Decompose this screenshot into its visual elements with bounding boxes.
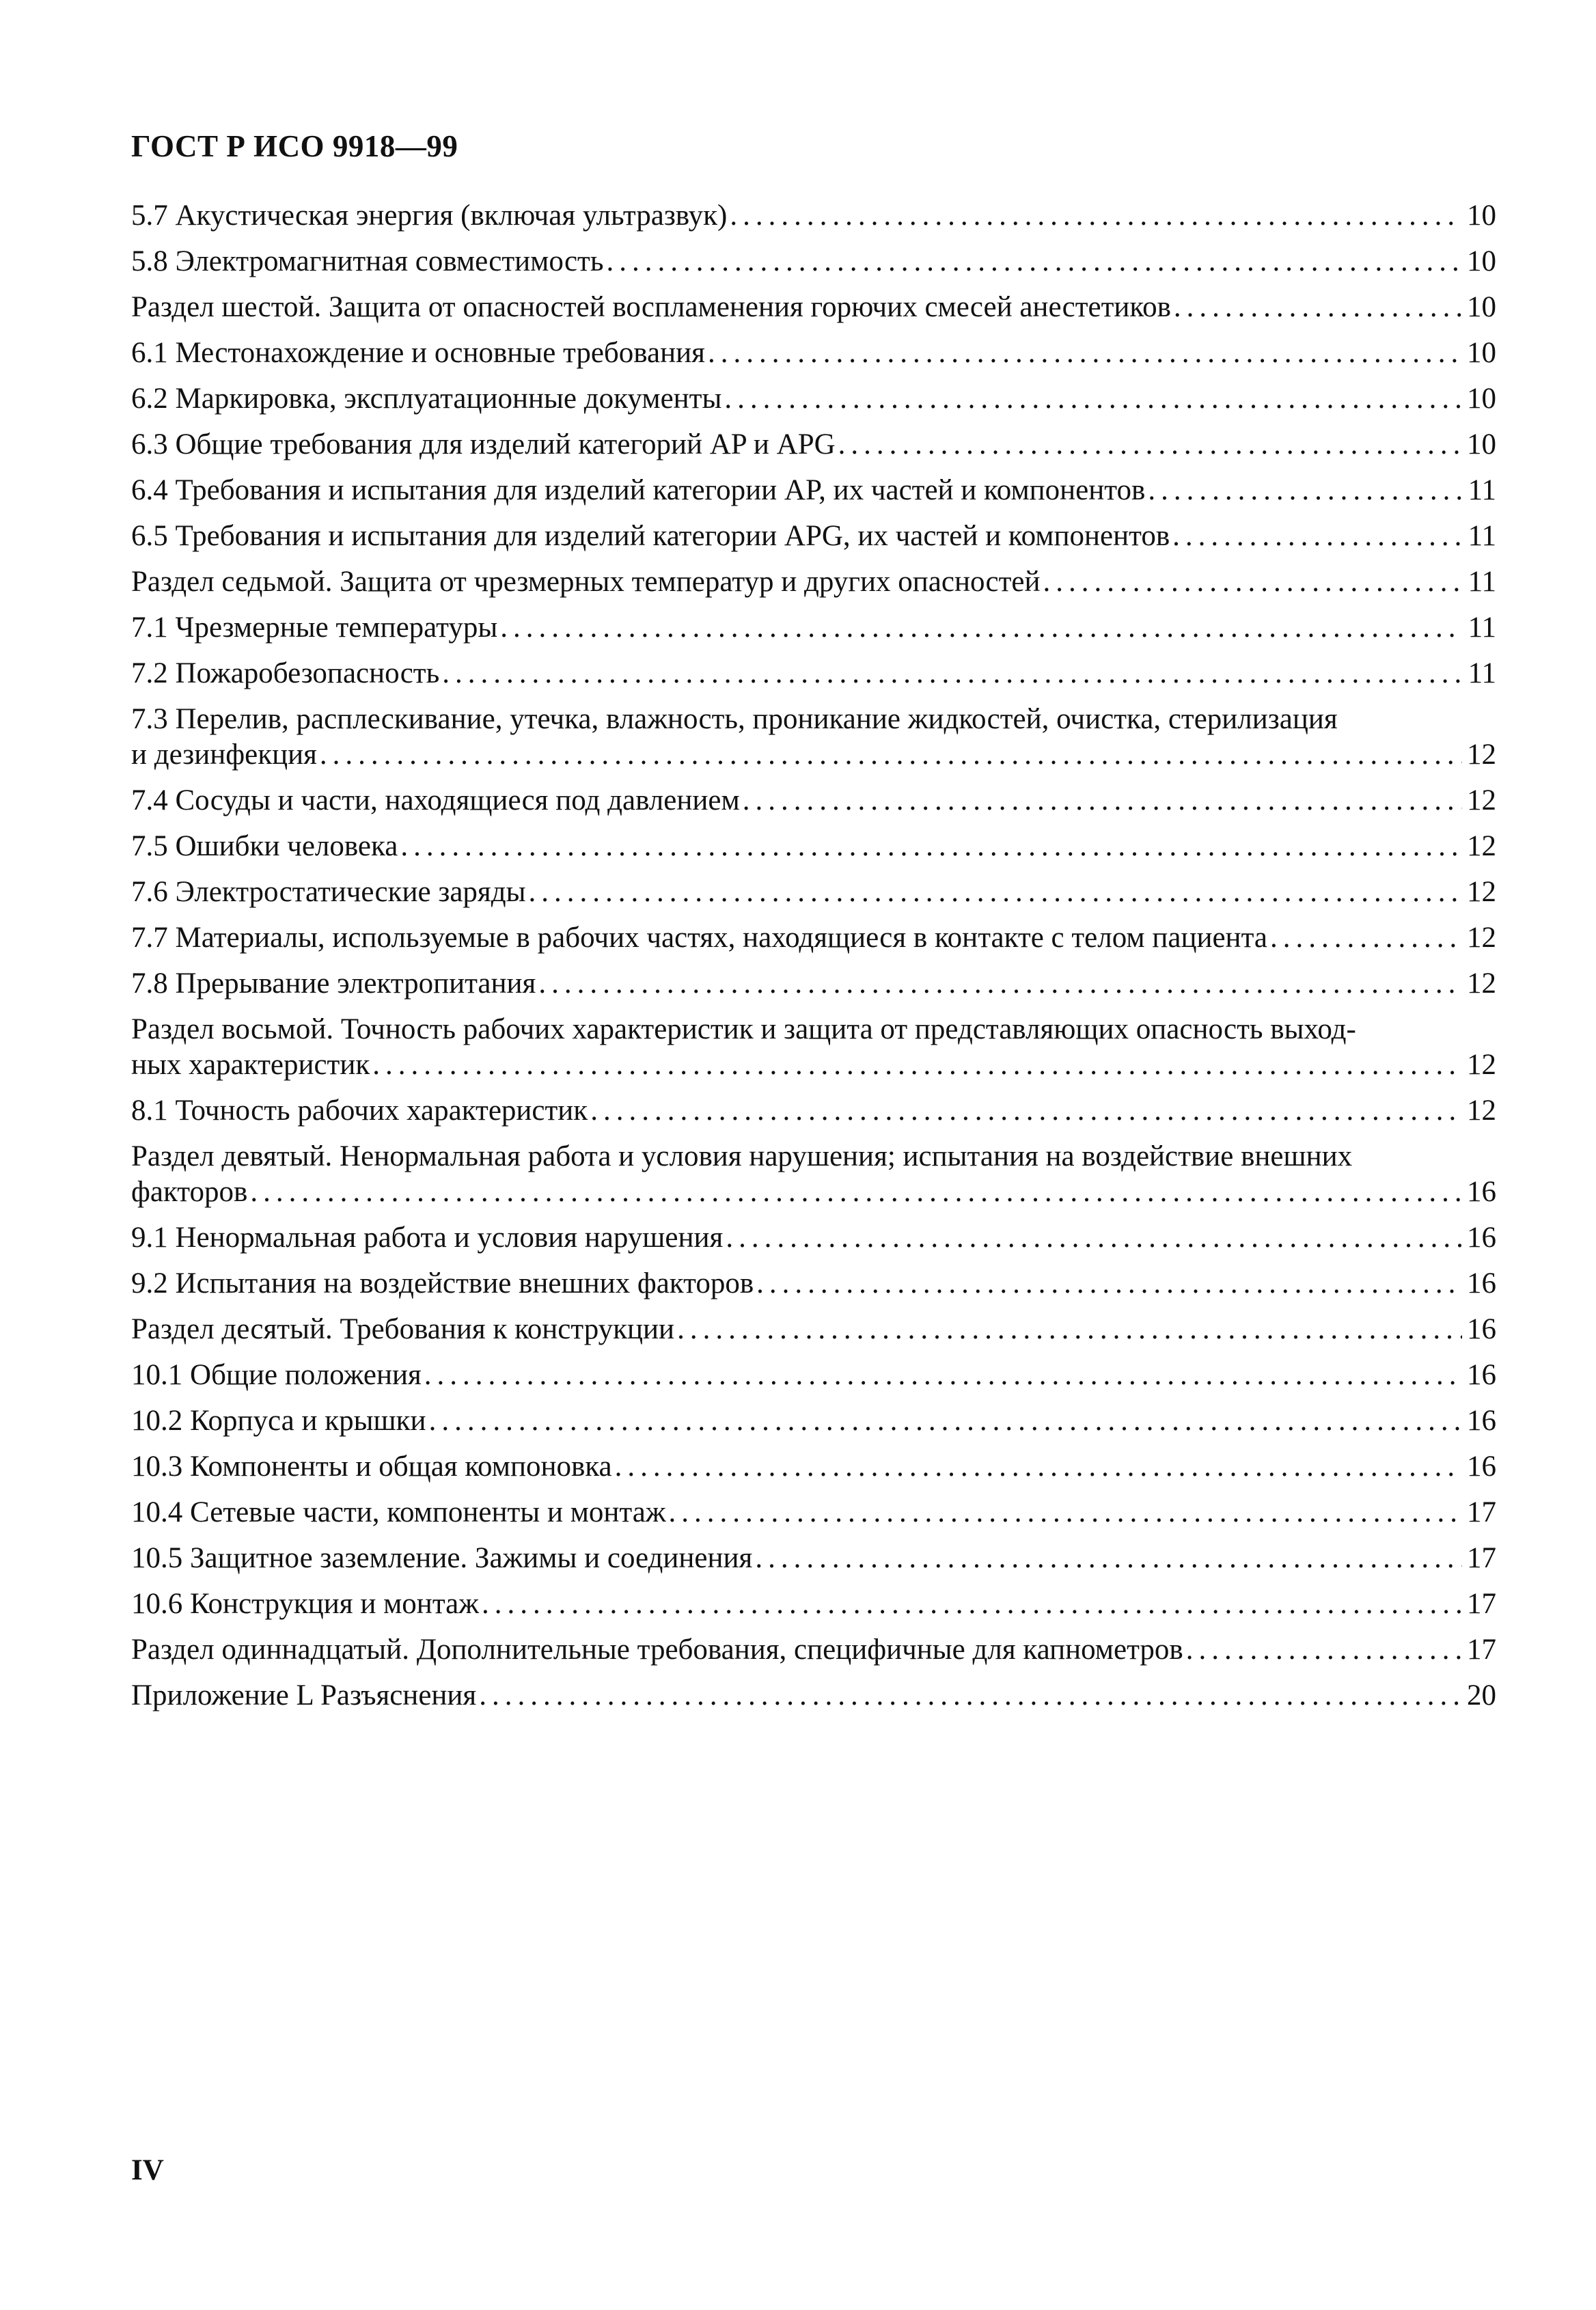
toc-entry bbox=[131, 1139, 1496, 1210]
toc-entry-page: 20 bbox=[1467, 1679, 1496, 1711]
leader-dots bbox=[442, 656, 1462, 691]
toc-entry bbox=[131, 610, 1496, 646]
leader-dots bbox=[479, 1678, 1462, 1714]
toc-entry-page: 11 bbox=[1468, 657, 1496, 689]
toc-entry-page: 10 bbox=[1467, 337, 1496, 369]
toc-entry-title: 10.2 Корпуса и крышки bbox=[131, 1405, 426, 1437]
leader-dots bbox=[1270, 920, 1462, 956]
toc-entry-title: 7.1 Чрезмерные температуры bbox=[131, 611, 498, 644]
page-number: IV bbox=[131, 2154, 164, 2186]
leader-dots bbox=[1043, 564, 1462, 600]
leader-dots bbox=[500, 610, 1462, 646]
leader-dots bbox=[756, 1266, 1462, 1302]
toc-entry-title: 9.2 Испытания на воздействие внешних факторов bbox=[131, 1267, 754, 1300]
leader-dots bbox=[730, 198, 1462, 234]
toc-entry-title: факторов bbox=[131, 1176, 248, 1208]
toc-entry-title: 7.6 Электростатические заряды bbox=[131, 876, 526, 908]
leader-dots bbox=[429, 1403, 1462, 1439]
leader-dots bbox=[590, 1093, 1462, 1129]
toc-entry bbox=[131, 290, 1496, 325]
toc-entry-title: 6.1 Местонахождение и основные требования bbox=[131, 337, 705, 369]
toc-entry-title: 10.5 Защитное заземление. Зажимы и соединения bbox=[131, 1542, 753, 1574]
leader-dots bbox=[372, 1047, 1462, 1083]
toc-entry bbox=[131, 1541, 1496, 1576]
leader-dots bbox=[1174, 290, 1462, 325]
toc-entry bbox=[131, 564, 1496, 600]
toc-entry-title: 10.1 Общие положения bbox=[131, 1359, 422, 1391]
toc-entry-title: Приложение L Разъяснения bbox=[131, 1679, 477, 1711]
leader-dots bbox=[1172, 519, 1462, 554]
document-header: ГОСТ Р ИСО 9918—99 bbox=[131, 129, 458, 163]
leader-dots bbox=[528, 875, 1462, 910]
toc-entry-title-first-line: 7.3 Перелив, расплескивание, утечка, влажность, проникание жидкостей, очистка, стерилизация bbox=[131, 703, 1338, 735]
leader-dots bbox=[1148, 473, 1462, 508]
toc-entry bbox=[131, 656, 1496, 691]
toc-entry-title-first-line: Раздел девятый. Ненормальная работа и условия нарушения; испытания на воздействие внешних bbox=[131, 1140, 1353, 1172]
table-of-contents bbox=[131, 198, 1496, 1724]
leader-dots bbox=[400, 829, 1462, 864]
toc-entry-page: 11 bbox=[1468, 520, 1496, 552]
toc-entry-page: 11 bbox=[1468, 474, 1496, 506]
leader-dots bbox=[838, 427, 1462, 463]
toc-entry bbox=[131, 1012, 1496, 1083]
toc-entry-title: Раздел десятый. Требования к конструкции bbox=[131, 1313, 675, 1345]
toc-entry-page: 17 bbox=[1467, 1634, 1496, 1666]
toc-entry-page: 12 bbox=[1467, 922, 1496, 954]
toc-entry bbox=[131, 1093, 1496, 1129]
leader-dots bbox=[724, 381, 1462, 417]
toc-entry-title: 6.5 Требования и испытания для изделий категории APG, их частей и компонентов bbox=[131, 520, 1170, 552]
toc-entry bbox=[131, 427, 1496, 463]
toc-entry-page: 10 bbox=[1467, 428, 1496, 460]
toc-entry-title: 6.2 Маркировка, эксплуатационные документы bbox=[131, 383, 722, 415]
leader-dots bbox=[482, 1586, 1462, 1622]
toc-entry-title: ных характеристик bbox=[131, 1049, 370, 1081]
toc-entry-title: Раздел седьмой. Защита от чрезмерных температур и других опасностей bbox=[131, 566, 1041, 598]
toc-entry-title: 7.4 Сосуды и части, находящиеся под давлением bbox=[131, 784, 740, 816]
toc-entry bbox=[131, 783, 1496, 819]
leader-dots bbox=[1186, 1632, 1462, 1668]
toc-entry-page: 10 bbox=[1467, 245, 1496, 277]
toc-entry-page: 10 bbox=[1467, 291, 1496, 323]
toc-entry-title: 8.1 Точность рабочих характеристик bbox=[131, 1095, 588, 1127]
toc-entry bbox=[131, 702, 1496, 773]
toc-entry bbox=[131, 1495, 1496, 1530]
toc-entry-title: и дезинфекция bbox=[131, 739, 317, 771]
toc-entry-title: 7.7 Материалы, используемые в рабочих частях, находящиеся в контакте с телом пациента bbox=[131, 922, 1267, 954]
toc-entry bbox=[131, 920, 1496, 956]
toc-entry-page: 17 bbox=[1467, 1496, 1496, 1528]
leader-dots bbox=[669, 1495, 1462, 1530]
toc-entry-title: Раздел одиннадцатый. Дополнительные требования, специфичные для капнометров bbox=[131, 1634, 1183, 1666]
toc-entry-title: 7.5 Ошибки человека bbox=[131, 830, 398, 862]
toc-entry bbox=[131, 1449, 1496, 1485]
toc-entry bbox=[131, 1403, 1496, 1439]
toc-entry-page: 16 bbox=[1467, 1313, 1496, 1345]
toc-entry bbox=[131, 829, 1496, 864]
toc-entry-title-first-line: Раздел восьмой. Точность рабочих характеристик и защита от представляющих опасность выход- bbox=[131, 1013, 1356, 1045]
toc-entry-page: 16 bbox=[1467, 1359, 1496, 1391]
toc-entry bbox=[131, 1312, 1496, 1347]
toc-entry bbox=[131, 1358, 1496, 1393]
toc-entry bbox=[131, 1632, 1496, 1668]
toc-entry-page: 11 bbox=[1468, 566, 1496, 598]
toc-entry-title: Раздел шестой. Защита от опасностей воспламенения горючих смесей анестетиков bbox=[131, 291, 1171, 323]
toc-entry bbox=[131, 1266, 1496, 1302]
toc-entry bbox=[131, 381, 1496, 417]
toc-entry-title: 7.2 Пожаробезопасность bbox=[131, 657, 440, 689]
leader-dots bbox=[250, 1174, 1462, 1210]
toc-entry bbox=[131, 519, 1496, 554]
toc-entry-page: 10 bbox=[1467, 200, 1496, 232]
toc-entry-page: 10 bbox=[1467, 383, 1496, 415]
toc-entry-title: 6.4 Требования и испытания для изделий категории AP, их частей и компонентов bbox=[131, 474, 1146, 506]
toc-entry-page: 17 bbox=[1467, 1588, 1496, 1620]
toc-entry-page: 12 bbox=[1467, 1095, 1496, 1127]
toc-entry-title: 10.3 Компоненты и общая компоновка bbox=[131, 1450, 612, 1483]
toc-entry bbox=[131, 198, 1496, 234]
toc-entry bbox=[131, 1586, 1496, 1622]
toc-entry-title: 9.1 Ненормальная работа и условия нарушения bbox=[131, 1222, 724, 1254]
toc-entry bbox=[131, 244, 1496, 279]
toc-entry-page: 17 bbox=[1467, 1542, 1496, 1574]
toc-entry bbox=[131, 966, 1496, 1002]
toc-entry-page: 16 bbox=[1467, 1176, 1496, 1208]
leader-dots bbox=[424, 1358, 1462, 1393]
leader-dots bbox=[606, 244, 1462, 279]
toc-entry-title: 5.7 Акустическая энергия (включая ультразвук) bbox=[131, 200, 728, 232]
toc-entry bbox=[131, 1220, 1496, 1256]
toc-entry-page: 16 bbox=[1467, 1222, 1496, 1254]
toc-entry-page: 12 bbox=[1467, 830, 1496, 862]
toc-entry bbox=[131, 875, 1496, 910]
toc-entry-page: 12 bbox=[1467, 739, 1496, 771]
toc-entry-title: 7.8 Прерывание электропитания bbox=[131, 967, 536, 1000]
toc-entry-title: 10.6 Конструкция и монтаж bbox=[131, 1588, 479, 1620]
leader-dots bbox=[615, 1449, 1462, 1485]
toc-entry-page: 16 bbox=[1467, 1405, 1496, 1437]
toc-entry-page: 16 bbox=[1467, 1267, 1496, 1300]
toc-entry-title: 6.3 Общие требования для изделий категорий AP и APG bbox=[131, 428, 836, 460]
toc-entry-page: 12 bbox=[1467, 1049, 1496, 1081]
leader-dots bbox=[755, 1541, 1462, 1576]
toc-entry-page: 12 bbox=[1467, 784, 1496, 816]
toc-entry bbox=[131, 335, 1496, 371]
leader-dots bbox=[677, 1312, 1462, 1347]
toc-entry-page: 12 bbox=[1467, 876, 1496, 908]
toc-entry-title: 10.4 Сетевые части, компоненты и монтаж bbox=[131, 1496, 666, 1528]
leader-dots bbox=[708, 335, 1462, 371]
leader-dots bbox=[726, 1220, 1462, 1256]
leader-dots bbox=[743, 783, 1462, 819]
leader-dots bbox=[538, 966, 1462, 1002]
toc-entry bbox=[131, 1678, 1496, 1714]
toc-entry-page: 11 bbox=[1468, 611, 1496, 644]
toc-entry bbox=[131, 473, 1496, 508]
toc-entry-title: 5.8 Электромагнитная совместимость bbox=[131, 245, 604, 277]
leader-dots bbox=[320, 737, 1462, 773]
toc-entry-page: 12 bbox=[1467, 967, 1496, 1000]
toc-entry-page: 16 bbox=[1467, 1450, 1496, 1483]
